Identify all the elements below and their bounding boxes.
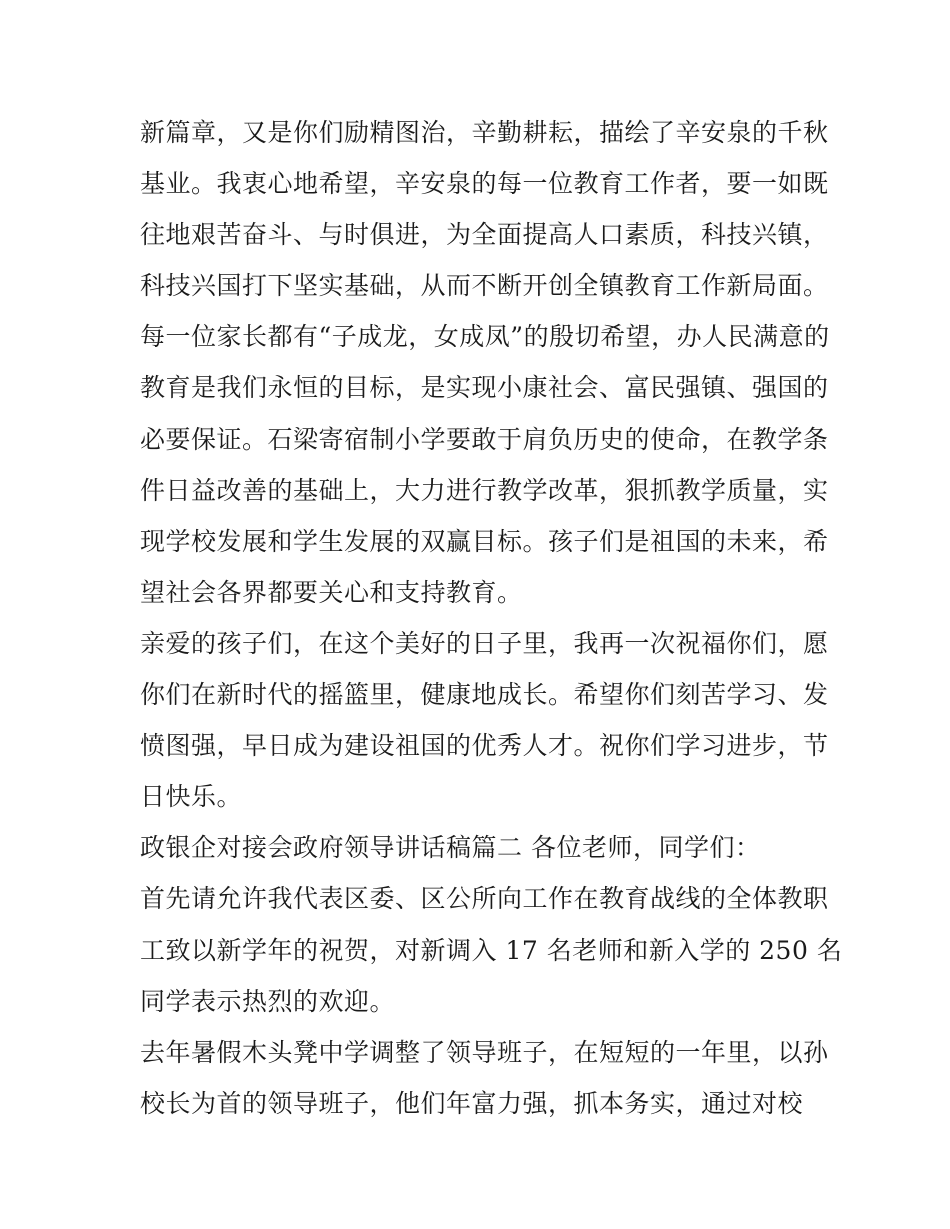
text-line: 基业。我衷心地希望，辛安泉的每一位教育工作者，要一如既 bbox=[140, 169, 829, 199]
text-line: 去年暑假木头凳中学调整了领导班子，在短短的一年里，以孙 bbox=[140, 1037, 829, 1067]
text-line: 工致以新学年的祝贺，对新调入 17 名老师和新入学的 250 名 bbox=[140, 935, 843, 965]
text-line: 同学表示热烈的欢迎。 bbox=[140, 986, 396, 1016]
section-heading-line: 政银企对接会政府领导讲话稿篇二 各位老师，同学们： bbox=[140, 833, 761, 863]
text-line: 新篇章，又是你们励精图治，辛勤耕耘，描绘了辛安泉的千秋 bbox=[140, 118, 829, 147]
text-line: 教育是我们永恒的目标，是实现小康社会、富民强镇、强国的 bbox=[140, 373, 829, 403]
text-line: 望社会各界都要关心和支持教育。 bbox=[140, 577, 523, 607]
text-line: 你们在新时代的摇篮里，健康地成长。希望你们刻苦学习、发 bbox=[140, 680, 829, 710]
text-line: 科技兴国打下坚实基础，从而不断开创全镇教育工作新局面。 bbox=[140, 271, 829, 301]
document-body bbox=[140, 107, 843, 1129]
text-line: 亲爱的孩子们，在这个美好的日子里，我再一次祝福你们，愿 bbox=[140, 628, 829, 658]
text-line: 首先请允许我代表区委、区公所向工作在教育战线的全体教职 bbox=[140, 884, 829, 914]
text-line: 愤图强，早日成为建设祖国的优秀人才。祝你们学习进步，节 bbox=[140, 731, 829, 761]
text-line: 件日益改善的基础上，大力进行教学改革，狠抓教学质量，实 bbox=[140, 475, 829, 505]
text-line: 日快乐。 bbox=[140, 782, 243, 812]
text-line: 校长为首的领导班子，他们年富力强，抓本务实，通过对校 bbox=[140, 1088, 804, 1118]
text-line: 往地艰苦奋斗、与时俱进，为全面提高人口素质，科技兴镇， bbox=[140, 220, 829, 250]
text-line: 必要保证。石梁寄宿制小学要敢于肩负历史的使命，在教学条 bbox=[140, 424, 829, 454]
text-line: 现学校发展和学生发展的双赢目标。孩子们是祖国的未来，希 bbox=[140, 526, 829, 556]
text-line: 每一位家长都有“子成龙，女成凤”的殷切希望，办人民满意的 bbox=[140, 322, 830, 352]
